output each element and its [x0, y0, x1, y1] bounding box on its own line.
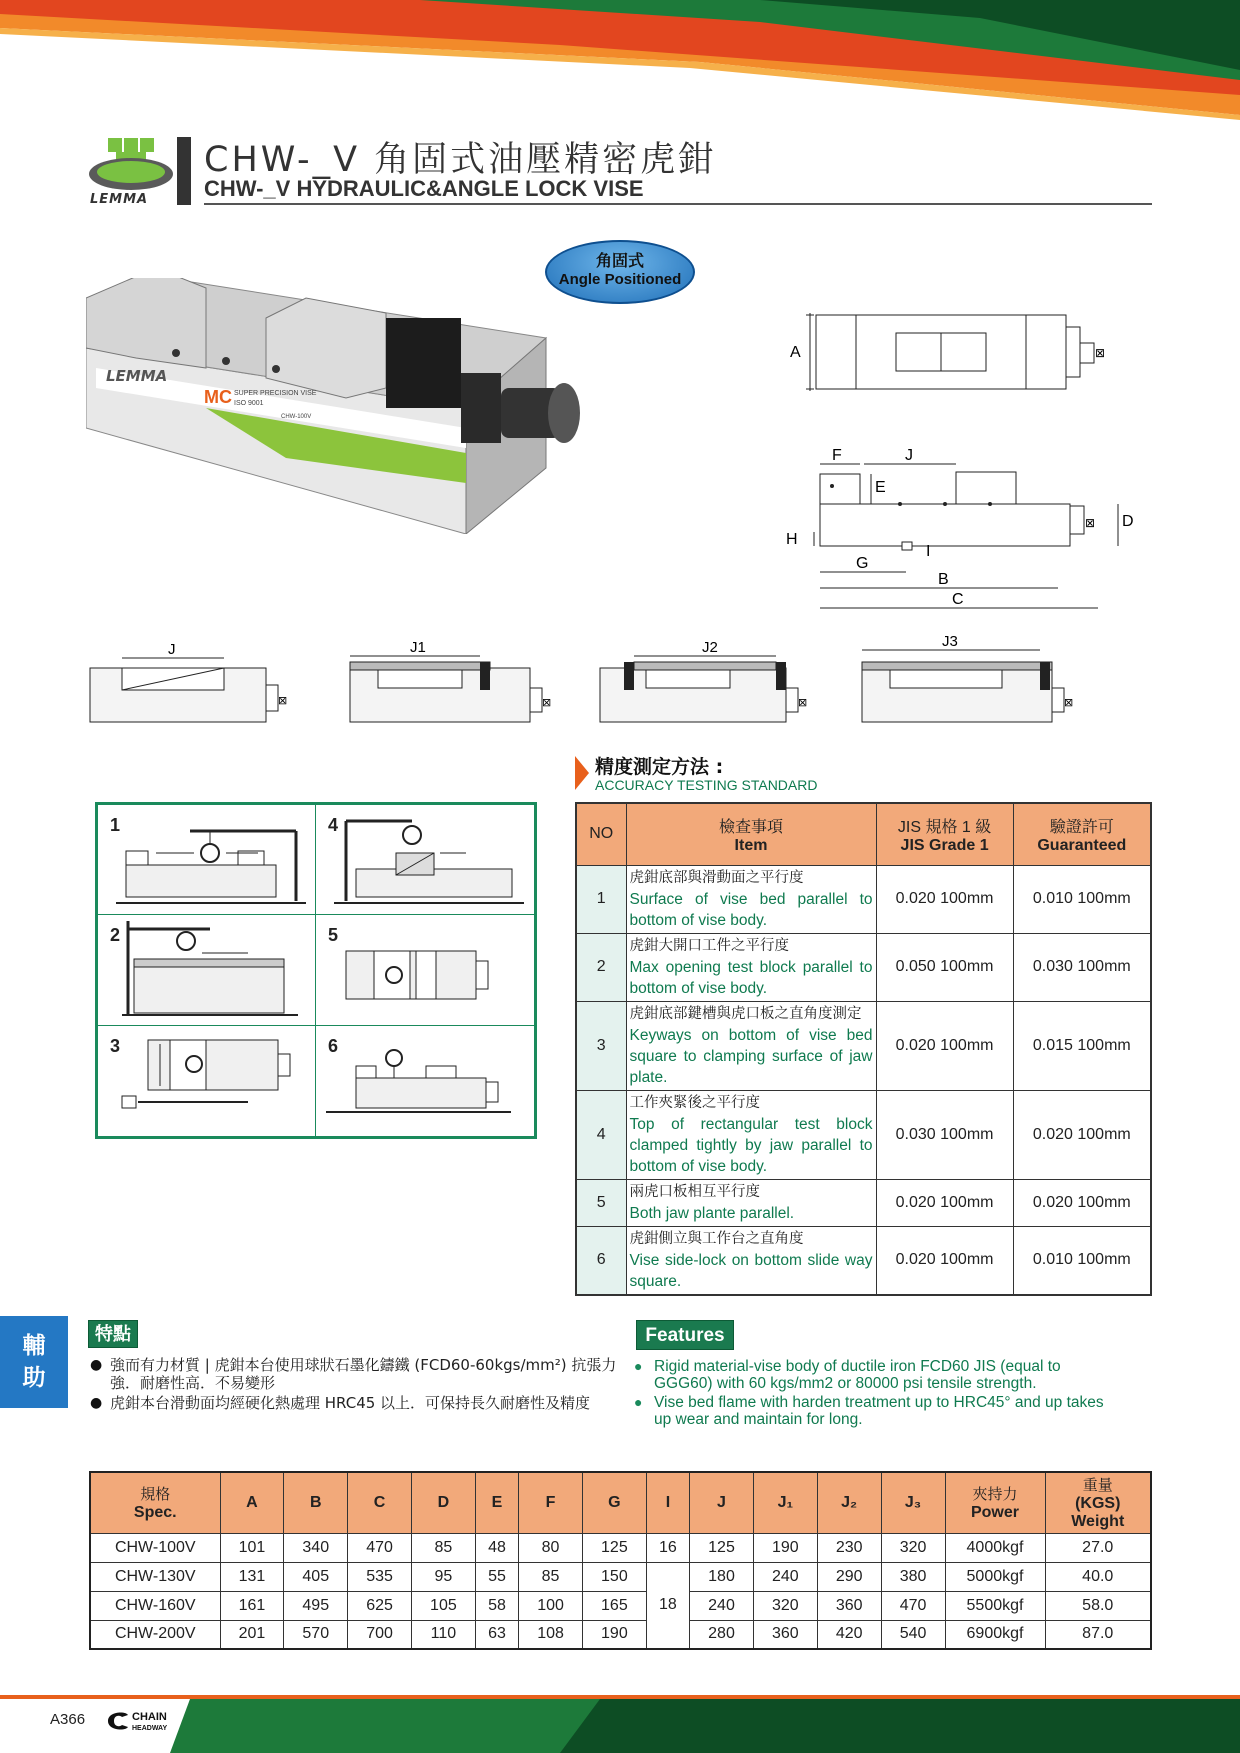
cell-j2: 360	[817, 1591, 881, 1620]
cell-j2: 420	[817, 1620, 881, 1649]
accuracy-heading-en: ACCURACY TESTING STANDARD	[595, 777, 818, 793]
row-item	[626, 865, 876, 933]
cell-d: 110	[411, 1620, 475, 1649]
page-title-en: CHW-_V HYDRAULIC&ANGLE LOCK VISE	[204, 176, 644, 201]
method-cell-1	[98, 805, 316, 915]
col-item	[626, 803, 876, 865]
cell-b: 570	[284, 1620, 348, 1649]
cell-power: 5500kgf	[945, 1591, 1045, 1620]
method-2-diagram	[98, 915, 317, 1027]
cell-j2: 230	[817, 1533, 881, 1562]
cell-spec: CHW-130V	[90, 1562, 220, 1591]
footer-brand-line1: CHAIN	[132, 1711, 167, 1723]
row-no: 6	[576, 1226, 626, 1295]
cell-g: 165	[582, 1591, 646, 1620]
cell-i: 18	[646, 1562, 689, 1649]
vise-top-view-drawing	[786, 305, 1116, 395]
col-guar-en: Guaranteed	[1037, 836, 1127, 854]
list-item: ● 虎鉗本台滑動面均經硬化熱處理 HRC45 以上．可保持長久耐磨性及精度	[90, 1394, 620, 1412]
table-row	[90, 1533, 1151, 1562]
cell-j: 125	[690, 1533, 754, 1562]
cell-j1: 190	[753, 1533, 817, 1562]
row-item-en: Keyways on bottom of vise bed square to clamping surface of jaw plate.	[629, 1026, 873, 1086]
accuracy-heading-zh: 精度測定方法 :	[595, 756, 724, 778]
vise-product-photo	[86, 278, 596, 534]
cell-weight: 58.0	[1045, 1591, 1151, 1620]
row-item	[626, 1090, 876, 1179]
col-i: I	[646, 1472, 689, 1533]
method-number: 3	[110, 1035, 121, 1056]
col-e: E	[475, 1472, 518, 1533]
logo-wordmark: LEMMA	[90, 192, 149, 207]
row-guaranteed: 0.020 100mm	[1013, 1090, 1151, 1179]
cell-j2: 290	[817, 1562, 881, 1591]
col-d: D	[411, 1472, 475, 1533]
row-item	[626, 1226, 876, 1295]
spec-table-header	[90, 1472, 1151, 1533]
row-item	[626, 933, 876, 1001]
row-no: 4	[576, 1090, 626, 1179]
dim-label-f: F	[832, 447, 842, 464]
jaw-config-j2-drawing	[598, 634, 820, 724]
cell-j1: 320	[753, 1591, 817, 1620]
vise-side-view-drawing	[780, 444, 1140, 614]
cell-f: 100	[519, 1591, 583, 1620]
col-c: C	[348, 1472, 412, 1533]
photo-line3: CHW-100V	[281, 414, 312, 420]
cell-b: 340	[284, 1533, 348, 1562]
row-jis: 0.020 100mm	[876, 865, 1013, 933]
chain-headway-logo-icon	[106, 1709, 186, 1733]
photo-line1: SUPER PRECISION VISE	[234, 390, 317, 397]
list-item: ● 強而有力材質 | 虎鉗本台使用球狀石墨化鑄鐵 (FCD60-60kgs/mm²) 抗張力強．耐磨性高．不易變形	[90, 1356, 620, 1392]
col-weight	[1045, 1472, 1151, 1533]
cell-e: 63	[475, 1620, 518, 1649]
row-jis: 0.030 100mm	[876, 1090, 1013, 1179]
cell-weight: 40.0	[1045, 1562, 1151, 1591]
table-row	[576, 1179, 1151, 1226]
cell-e: 48	[475, 1533, 518, 1562]
dim-label-a: A	[790, 344, 801, 361]
cell-spec: CHW-200V	[90, 1620, 220, 1649]
dim-label-b: B	[938, 571, 949, 588]
row-item-en: Surface of vise bed parallel to bottom of vise body.	[629, 890, 873, 929]
col-j3: J₃	[881, 1472, 945, 1533]
row-guaranteed: 0.015 100mm	[1013, 1001, 1151, 1090]
side-tab-line2: 助	[22, 1365, 46, 1391]
row-item-zh: 虎鉗側立與工作台之直角度	[629, 1230, 804, 1247]
method-number: 2	[110, 925, 121, 946]
title-divider	[204, 203, 1152, 205]
col-jis-zh: JIS 規格 1 級	[897, 818, 992, 836]
cell-c: 700	[348, 1620, 412, 1649]
col-jis	[876, 803, 1013, 865]
method-cell-6	[316, 1026, 534, 1136]
cell-f: 108	[519, 1620, 583, 1649]
jaw-label-j2: J2	[702, 639, 718, 656]
svg-text:⊠: ⊠	[798, 696, 808, 709]
cell-g: 150	[582, 1562, 646, 1591]
cell-j1: 360	[753, 1620, 817, 1649]
photo-mc-mark: MC	[204, 387, 232, 407]
jaw-label-j: J	[168, 641, 176, 658]
table-row	[576, 1001, 1151, 1090]
dim-label-g: G	[856, 555, 869, 572]
dim-label-i: I	[926, 543, 931, 560]
method-number: 1	[110, 815, 121, 835]
svg-text:⊠: ⊠	[1064, 696, 1074, 709]
method-number: 6	[328, 1035, 339, 1056]
footer-brand-line2: HEADWAY	[132, 1725, 168, 1732]
method-5-diagram	[316, 915, 535, 1027]
col-no: NO	[576, 803, 626, 865]
col-weight-zh: 重量	[1082, 1476, 1113, 1495]
features-list-en	[634, 1358, 1104, 1430]
dim-label-d: D	[1122, 513, 1134, 530]
row-guaranteed: 0.030 100mm	[1013, 933, 1151, 1001]
cell-e: 55	[475, 1562, 518, 1591]
method-number: 4	[328, 815, 339, 835]
cell-c: 535	[348, 1562, 412, 1591]
features-title-zh: 特點	[88, 1320, 138, 1348]
row-item-zh: 兩虎口板相互平行度	[629, 1183, 760, 1200]
cell-spec: CHW-100V	[90, 1533, 220, 1562]
accuracy-methods-grid	[95, 802, 537, 1139]
cell-a: 101	[220, 1533, 284, 1562]
cell-a: 201	[220, 1620, 284, 1649]
cell-c: 470	[348, 1533, 412, 1562]
cell-power: 5000kgf	[945, 1562, 1045, 1591]
row-no: 5	[576, 1179, 626, 1226]
accuracy-heading-arrow-icon	[575, 756, 589, 790]
row-no: 2	[576, 933, 626, 1001]
top-decorative-band	[0, 0, 1240, 120]
accuracy-table	[575, 802, 1152, 1296]
jaw-config-j1-drawing	[340, 634, 560, 724]
method-4-diagram	[316, 805, 535, 917]
cell-b: 495	[284, 1591, 348, 1620]
cell-j3: 320	[881, 1533, 945, 1562]
row-no: 3	[576, 1001, 626, 1090]
row-item	[626, 1001, 876, 1090]
dim-label-c: C	[952, 591, 964, 608]
dim-label-e: E	[875, 479, 886, 496]
page-title-zh: CHW-_V 角固式油壓精密虎鉗	[204, 140, 717, 180]
jaw-label-j3: J3	[942, 634, 958, 650]
method-cell-3	[98, 1026, 316, 1136]
svg-text:⊠: ⊠	[278, 694, 288, 707]
col-power-zh: 夾持力	[972, 1485, 1018, 1504]
accuracy-table-header	[576, 803, 1151, 865]
method-3-diagram	[98, 1026, 317, 1138]
col-jis-en: JIS Grade 1	[900, 836, 989, 854]
badge-zh: 角固式	[595, 251, 644, 270]
cell-c: 625	[348, 1591, 412, 1620]
col-j: J	[690, 1472, 754, 1533]
footer-band	[0, 1695, 1240, 1753]
cell-b: 405	[284, 1562, 348, 1591]
table-row	[576, 933, 1151, 1001]
col-guar-zh: 驗證許可	[1049, 818, 1114, 836]
cell-power: 6900kgf	[945, 1620, 1045, 1649]
cell-g: 125	[582, 1533, 646, 1562]
cell-a: 131	[220, 1562, 284, 1591]
cell-e: 58	[475, 1591, 518, 1620]
jaw-config-j3-drawing	[850, 634, 1076, 724]
features-list-zh	[90, 1356, 620, 1414]
jaw-label-j1: J1	[410, 639, 426, 656]
method-cell-2	[98, 915, 316, 1025]
cell-j3: 470	[881, 1591, 945, 1620]
row-guaranteed: 0.010 100mm	[1013, 865, 1151, 933]
row-jis: 0.020 100mm	[876, 1001, 1013, 1090]
col-j1: J₁	[753, 1472, 817, 1533]
side-tab-line1: 輔	[22, 1333, 46, 1359]
col-g: G	[582, 1472, 646, 1533]
col-j2: J₂	[817, 1472, 881, 1533]
jaw-config-j-drawing	[88, 640, 308, 724]
table-row	[90, 1620, 1151, 1649]
photo-line2: ISO 9001	[234, 400, 264, 407]
table-row	[90, 1591, 1151, 1620]
col-spec-en: Spec.	[133, 1504, 177, 1522]
page-number: A366	[50, 1711, 86, 1728]
svg-text:⊠: ⊠	[1095, 346, 1106, 360]
cell-weight: 27.0	[1045, 1533, 1151, 1562]
row-item-zh: 虎鉗底部與滑動面之平行度	[629, 869, 804, 886]
table-row	[576, 1226, 1151, 1295]
row-guaranteed: 0.010 100mm	[1013, 1226, 1151, 1295]
photo-brand: LEMMA	[106, 367, 168, 385]
col-power-en: Power	[970, 1504, 1019, 1522]
row-item-zh: 虎鉗底部鍵槽與虎口板之直角度測定	[629, 1005, 862, 1022]
cell-weight: 87.0	[1045, 1620, 1151, 1649]
features-title-en: Features	[636, 1320, 734, 1350]
list-item: ● Vise bed flame with harden treatment up to HRC45° and up takes up wear and maintain for long.	[634, 1394, 1104, 1428]
row-item-zh: 虎鉗大開口工件之平行度	[629, 937, 789, 954]
badge-en: Angle Positioned	[558, 271, 682, 288]
col-item-en: Item	[734, 836, 768, 854]
dim-label-j: J	[905, 447, 913, 464]
col-spec-zh: 規格	[140, 1485, 171, 1504]
row-item-zh: 工作夾緊後之平行度	[629, 1094, 760, 1111]
svg-text:⊠: ⊠	[542, 696, 552, 709]
cell-f: 80	[519, 1533, 583, 1562]
cell-d: 85	[411, 1533, 475, 1562]
col-a: A	[220, 1472, 284, 1533]
row-item-en: Max opening test block parallel to bottom of vise body.	[629, 958, 873, 997]
row-no: 1	[576, 865, 626, 933]
col-spec	[90, 1472, 220, 1533]
method-cell-4	[316, 805, 534, 915]
cell-j3: 540	[881, 1620, 945, 1649]
cell-j3: 380	[881, 1562, 945, 1591]
cell-g: 190	[582, 1620, 646, 1649]
spec-table	[89, 1471, 1152, 1650]
col-power	[945, 1472, 1045, 1533]
table-row	[90, 1562, 1151, 1591]
col-b: B	[284, 1472, 348, 1533]
cell-d: 95	[411, 1562, 475, 1591]
cell-i: 16	[646, 1533, 689, 1562]
row-jis: 0.050 100mm	[876, 933, 1013, 1001]
col-f: F	[519, 1472, 583, 1533]
row-jis: 0.020 100mm	[876, 1226, 1013, 1295]
cell-j: 280	[690, 1620, 754, 1649]
row-item-en: Both jaw plante parallel.	[629, 1204, 795, 1222]
row-item-en: Top of rectangular test block clamped tightly by jaw parallel to bottom of vise body.	[629, 1115, 873, 1175]
cell-a: 161	[220, 1591, 284, 1620]
method-cell-5	[316, 915, 534, 1025]
row-jis: 0.020 100mm	[876, 1179, 1013, 1226]
table-row	[576, 865, 1151, 933]
cell-j1: 240	[753, 1562, 817, 1591]
cell-spec: CHW-160V	[90, 1591, 220, 1620]
row-item	[626, 1179, 876, 1226]
section-side-tab	[0, 1316, 68, 1408]
col-item-zh: 檢查事項	[718, 818, 783, 836]
cell-power: 4000kgf	[945, 1533, 1045, 1562]
title-accent-bar	[177, 137, 191, 205]
cell-j: 240	[690, 1591, 754, 1620]
table-row	[576, 1090, 1151, 1179]
svg-text:⊠: ⊠	[1085, 516, 1096, 530]
col-weight-unit: (KGS)	[1075, 1495, 1121, 1513]
cell-j: 180	[690, 1562, 754, 1591]
col-weight-en: Weight	[1071, 1513, 1125, 1531]
row-guaranteed: 0.020 100mm	[1013, 1179, 1151, 1226]
row-item-en: Vise side-lock on bottom slide way square.	[629, 1251, 873, 1290]
method-1-diagram	[98, 805, 317, 917]
method-number: 5	[328, 925, 339, 946]
cell-f: 85	[519, 1562, 583, 1591]
dim-label-h: H	[786, 531, 798, 548]
col-guaranteed	[1013, 803, 1151, 865]
cell-d: 105	[411, 1591, 475, 1620]
list-item: ● Rigid material-vise body of ductile iron FCD60 JIS (equal to GGG60) with 60 kgs/mm2 or 80000 psi tensile strength.	[634, 1358, 1104, 1392]
method-6-diagram	[316, 1026, 535, 1138]
